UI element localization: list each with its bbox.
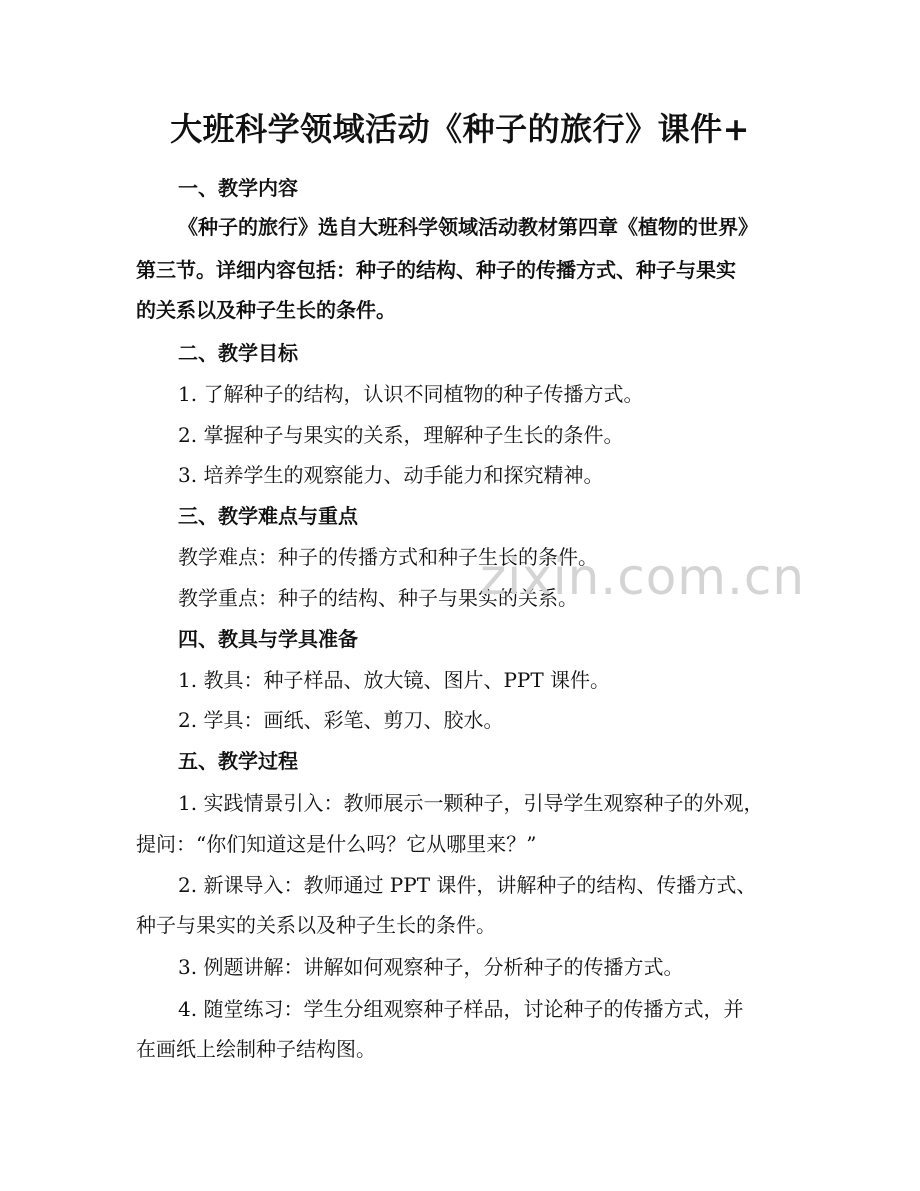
paragraph-line: 3. 例题讲解：讲解如何观察种子，分析种子的传播方式。 (178, 955, 684, 979)
paragraph-line: 2. 新课导入：教师通过 PPT 课件，讲解种子的结构、传播方式、 (178, 873, 757, 897)
paragraph-line: 种子与果实的关系以及种子生长的条件。 (136, 913, 496, 937)
paragraph-line: 的关系以及种子生长的条件。 (136, 298, 396, 322)
paragraph-line: 4. 随堂练习：学生分组观察种子样品，讨论种子的传播方式，并 (178, 997, 744, 1021)
watermark: zixin.com.cn (480, 548, 806, 606)
paragraph-line: 教学难点：种子的传播方式和种子生长的条件。 (178, 545, 598, 569)
paragraph-line: 在画纸上绘制种子结构图。 (136, 1037, 376, 1061)
section-heading-process: 五、教学过程 (178, 749, 298, 773)
list-item: 1. 教具：种子样品、放大镜、图片、PPT 课件。 (178, 668, 611, 692)
paragraph-line: 提问：“你们知道这是什么吗？它从哪里来？” (136, 832, 537, 856)
document-title: 大班科学领域活动《种子的旅行》课件+ (170, 110, 750, 148)
section-heading-content: 一、教学内容 (178, 176, 298, 200)
list-item: 2. 掌握种子与果实的关系，理解种子生长的条件。 (178, 423, 624, 447)
list-item: 3. 培养学生的观察能力、动手能力和探究精神。 (178, 463, 604, 487)
list-item: 1. 了解种子的结构，认识不同植物的种子传播方式。 (178, 382, 644, 406)
paragraph-line: 1. 实践情景引入：教师展示一颗种子，引导学生观察种子的外观， (178, 791, 764, 815)
section-heading-difficulties: 三、教学难点与重点 (178, 504, 358, 528)
paragraph-line: 教学重点：种子的结构、种子与果实的关系。 (178, 586, 578, 610)
section-heading-materials: 四、教具与学具准备 (178, 627, 358, 651)
paragraph-line: 《种子的旅行》选自大班科学领域活动教材第四章《植物的世界》 (178, 215, 758, 239)
section-heading-goals: 二、教学目标 (178, 341, 298, 365)
list-item: 2. 学具：画纸、彩笔、剪刀、胶水。 (178, 708, 504, 732)
paragraph-line: 第三节。详细内容包括：种子的结构、种子的传播方式、种子与果实 (136, 258, 736, 282)
